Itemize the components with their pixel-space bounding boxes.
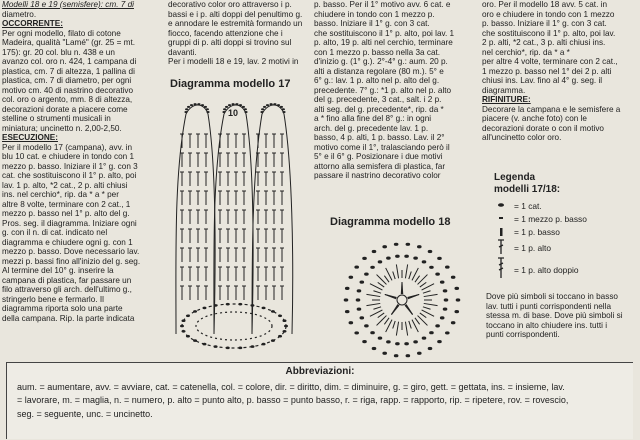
chain-mark (372, 250, 376, 252)
chain-mark (378, 261, 382, 263)
legend-item-chain (486, 200, 636, 213)
legend-item-treble-crochet (486, 257, 636, 279)
chain-symbol-icon (492, 200, 510, 210)
stitch-mark (378, 282, 384, 287)
text-line: motivo come il 1°, tralasciando però il (314, 142, 450, 152)
diagram-17-title: Diagramma modello 17 (170, 78, 291, 90)
text-line: passare il nastrino decorativo color (314, 171, 441, 180)
chain-mark (345, 287, 349, 289)
abbreviations-line: = lavorare, m. = maglia, n. = numero, p. alto = punto alto, p. basso = punto basso, r. = riga, rapp. = rapporto, rip. = ripetere, rov. = rovescio, (17, 395, 569, 405)
chain-mark (371, 332, 375, 334)
stitch-mark (409, 271, 411, 279)
chain-mark (282, 111, 285, 113)
text-line: miniatura; uncinetto n. 2,00-2,50. (2, 123, 122, 133)
text-line: oro. Per il modello 18 avv. 5 cat. in (482, 0, 607, 9)
text-line: e annodare le estremità formando un (168, 19, 303, 28)
text-line: Pros. seg. il diagramma. Iniziare ogni (2, 218, 137, 228)
text-line: blu 10 cat. e chiudere in tondo con 1 (2, 152, 135, 161)
legend-item-label: = 1 cat. (514, 201, 542, 211)
chain-mark (349, 322, 353, 324)
text-line: arch. del g. precedente lav. 1 p. (314, 123, 429, 133)
round-number-label: 10 (228, 108, 239, 118)
text-line: p. basso. Per il 1° motivo avv. 6 cat. e (314, 0, 451, 9)
instructions-column-1 (2, 0, 157, 323)
text-line: Dove più simboli si toccano in basso (486, 292, 618, 301)
text-line: Madeira, qualità "Lamé" (gr. 25 = mt. (2, 38, 136, 47)
section-heading-rifiniture: RIFINITURE: (482, 95, 531, 104)
abbreviations-title: Abbreviazioni: (285, 366, 355, 377)
chain-mark (222, 111, 225, 113)
stitch-mark (373, 291, 381, 293)
chain-mark (446, 332, 450, 334)
text-line: che sostituiscono il 1° p. alto, poi lav. (482, 28, 616, 38)
chain-mark (206, 108, 209, 110)
chain-mark (360, 317, 364, 319)
text-line: mezzo p. basso. Dove necessario lav. (2, 247, 140, 256)
chain-mark (282, 108, 285, 110)
chain-mark (235, 103, 238, 105)
text-line: p. basso. Iniziare il 1° g. con 3 cat. (482, 19, 607, 28)
diagram-17 (168, 94, 308, 356)
chain-mark (455, 287, 459, 289)
stitch-mark (366, 294, 380, 296)
chain-mark (269, 103, 272, 105)
legend-item-label: = 1 p. alto (514, 243, 552, 253)
chain-mark (223, 108, 226, 110)
legend-item-single-crochet (486, 226, 636, 239)
text-line: 5° e il 6° g. Posizionare i due motivi (314, 152, 443, 161)
chain-mark (197, 103, 200, 105)
text-line: basso, 4 p. alti, 1 p. basso. Lav. il 2° (314, 133, 445, 142)
text-line: Per i modelli 18 e 19, lav. 2 motivi in (168, 57, 299, 66)
text-line: punti corrispondenti. (486, 330, 560, 339)
chain-mark (365, 273, 369, 275)
section-heading-occorrente: OCCORRENTE: (2, 19, 63, 28)
chain-mark (405, 255, 409, 257)
chain-mark (418, 352, 422, 354)
ring-mark (397, 295, 407, 305)
chain-mark (387, 341, 391, 343)
chain-mark (428, 250, 432, 252)
text-line: mezzi p. bassi fino all'inizio del g. seg. (2, 256, 141, 266)
text-line: lav. tutti i punti corrispondenti nella (486, 301, 612, 311)
chain-mark (440, 317, 444, 319)
chain-mark (263, 106, 266, 108)
chain-mark (418, 246, 422, 248)
chain-mark (360, 281, 364, 283)
text-line: precedente. 7° g.: *1 p. alto nel p. alto (314, 85, 452, 95)
stitch-mark (415, 276, 420, 282)
chain-mark (443, 290, 447, 292)
stitch-mark (384, 318, 389, 324)
treble-crochet-symbol-icon (492, 257, 510, 279)
text-line: 2 p. alti, *2 cat., 3 p. alti chiusi ins. (482, 38, 606, 47)
text-line: diametro. (2, 9, 37, 19)
text-line: bassi e i p. alti doppi del penultimo g. (168, 9, 303, 19)
stitch-mark (415, 318, 420, 324)
text-line: filo attraverso gli arch. dell'ultimo g., (2, 285, 132, 294)
chain-mark (231, 103, 234, 105)
stitch-mark (391, 304, 397, 314)
chain-mark (344, 299, 348, 301)
chain-mark (345, 311, 349, 313)
text-line: col. oro o argento, mm. 8 di altezza, (2, 95, 133, 104)
text-line: lav. 1 p. alto, *2 cat., 2 p. alti chiusi (2, 180, 128, 190)
instructions-column-2 (168, 0, 308, 67)
double-crochet-symbol-icon (492, 239, 510, 255)
text-line: stelline o strumenti musicali in (2, 114, 111, 123)
stitch-mark (393, 271, 395, 279)
text-line: Decorare la campana e le semisfere a (482, 104, 621, 114)
legend-item-label: = 1 p. alto doppio (514, 265, 579, 275)
legend-title: Legenda (494, 172, 536, 183)
chain-mark (414, 257, 418, 259)
chain-mark (206, 111, 209, 113)
chain-mark (363, 341, 367, 343)
stitch-mark (378, 313, 384, 318)
text-line: all'uncinetto color oro. (482, 133, 562, 142)
chain-mark (363, 257, 367, 259)
legend-item-label: = 1 mezzo p. basso (514, 214, 587, 224)
chain-mark (228, 104, 231, 106)
text-line: Al termine del 10° g. inserire la (2, 266, 114, 275)
text-line: altre 8 volte, terminare con 2 cat., 1 (2, 199, 131, 209)
stitch-mark (384, 276, 389, 282)
text-line: mezzo p. basso. Iniziare il 1° g. con 3 (2, 161, 138, 171)
text-line: stringerlo bene e fermarlo. Il (2, 294, 104, 304)
chain-mark (239, 104, 242, 106)
text-line: d'inizio g. (1° g.). 2°-4° g.: aum. 20 p. (314, 57, 448, 66)
stitch-mark (405, 305, 413, 314)
chain-mark (184, 111, 187, 113)
chain-mark (430, 266, 434, 268)
chain-mark (438, 341, 442, 343)
diagram-18-title: Diagramma modello 18 (330, 216, 451, 228)
chain-mark (201, 104, 204, 106)
text-line: della campana. Rip. la parte indicata (2, 313, 135, 323)
stitch-mark (409, 321, 411, 329)
text-line: per altre 4 volte, terminare con 2 cat., (482, 57, 618, 66)
chain-mark (357, 308, 361, 310)
stitch-mark (405, 322, 407, 336)
chain-mark (378, 337, 382, 339)
text-line: basso. Iniziare il 1° g. con 3 cat. (314, 19, 430, 28)
text-line: Modelli 18 e 19 (semisfere): cm. 7 di (2, 0, 134, 9)
stitch-mark (420, 313, 426, 318)
stitch-mark (393, 321, 395, 329)
text-line: diagramma. (482, 85, 526, 95)
chain-mark (280, 106, 283, 108)
text-line: del g. precedente, 3 cat., salt. i 2 p. (314, 95, 442, 104)
chain-mark (365, 325, 369, 327)
instructions-column-3 (314, 0, 476, 181)
single-crochet-symbol-icon (492, 226, 510, 238)
legend-note (486, 292, 636, 340)
chain-mark (422, 337, 426, 339)
chain-mark (451, 276, 455, 278)
stitch-mark (420, 282, 426, 287)
text-line: toccano in alto chiudere ins. tutti i (486, 320, 608, 330)
chain-mark (187, 106, 190, 108)
text-line: piacere (v. anche foto) con le (482, 114, 587, 123)
text-line: 175): gr. 20 col. blu n. 438 e un (2, 47, 115, 57)
chain-mark (193, 103, 196, 105)
chain-mark (396, 343, 400, 345)
stitch-mark (396, 264, 398, 278)
chain-mark (428, 347, 432, 349)
text-line: con 1 mezzo p. basso nella 3a cat. (314, 47, 441, 57)
stitch-mark (424, 294, 438, 296)
text-line: davanti. (168, 47, 197, 57)
chain-mark (405, 343, 409, 345)
chain-mark (357, 290, 361, 292)
text-line: a * fino alla fine del 8° g.: in ogni (314, 114, 432, 123)
chain-mark (190, 104, 193, 106)
legend-subtitle: modelli 17/18: (494, 184, 561, 195)
chain-mark (422, 261, 426, 263)
chain-mark (406, 355, 410, 357)
chain-mark (436, 325, 440, 327)
stitch-mark (373, 307, 381, 309)
text-line: cat. che sostituiscono il 1° p. alto, poi (2, 171, 137, 180)
text-line: 6° g.: lav. 1 p. alto nel p. alto del g. (314, 76, 440, 85)
text-line: p. alto, 19 p. alti nel cerchio, terminare (314, 38, 453, 47)
chain-mark (356, 299, 360, 301)
chain-mark (451, 322, 455, 324)
chain-mark (372, 347, 376, 349)
chain-mark (394, 243, 398, 245)
stitch-mark (423, 291, 431, 293)
text-line: che sostituiscono il 1° p. alto, poi lav. 1 (314, 28, 455, 38)
chain-mark (456, 299, 460, 301)
chain-mark (414, 341, 418, 343)
chain-mark (371, 266, 375, 268)
chain-mark (446, 266, 450, 268)
text-line: attorno alla semisfera di plastica, far (314, 161, 446, 171)
text-line: Per ogni modello, filato di cotone (2, 28, 121, 38)
text-line: campana di plastica, far passare un (2, 275, 132, 285)
chain-mark (242, 106, 245, 108)
chain-mark (383, 246, 387, 248)
text-line: decorazioni dorate a piacere come (2, 104, 128, 114)
stitch-mark (424, 303, 438, 305)
text-line: alti a distanza regolare (80 m.). 5° e (314, 66, 444, 76)
text-line: alti seg. del g. precedente*, rip. da * (314, 104, 444, 114)
text-line: oro e chiudere in tondo con 1 mezzo (482, 9, 615, 19)
chain-mark (436, 273, 440, 275)
legend-item-label: = 1 p. basso (514, 227, 560, 237)
text-line: motivo cm. 40 di nastrino decorativo (2, 85, 134, 95)
legend-item-slip-stitch (486, 213, 636, 226)
chain-mark (387, 257, 391, 259)
chain-mark (455, 311, 459, 313)
text-line: gruppi di p. alti doppi si trovino sul (168, 38, 292, 47)
slip-stitch-symbol-icon (492, 213, 510, 223)
chain-mark (444, 299, 448, 301)
text-line: diagramma riporta solo una parte (2, 304, 123, 313)
chain-mark (438, 257, 442, 259)
chain-mark (383, 352, 387, 354)
chain-mark (443, 308, 447, 310)
text-line: decorazioni dorate o con il motivo (482, 123, 604, 133)
chain-mark (349, 276, 353, 278)
chain-mark (355, 266, 359, 268)
text-line: g. con il n. di cat. indicato nel (2, 228, 108, 237)
chain-mark (204, 106, 207, 108)
text-line: nel cerchio*, rip. da * a * (482, 47, 570, 57)
text-line: stessa m. di base. Dove più simboli si (486, 311, 623, 320)
text-line: fiocco, facendo attenzione che i (168, 28, 283, 38)
text-line: plastica, cm. 7 di diametro, per ogni (2, 76, 132, 85)
legend-item-double-crochet (486, 239, 636, 257)
diagram-18 (330, 230, 480, 362)
abbreviations-box (6, 362, 633, 439)
legend (486, 172, 636, 279)
chain-mark (266, 104, 269, 106)
section-heading-esecuzione: ESECUZIONE: (2, 133, 58, 142)
text-line: Per il modello 17 (campana), avv. in (2, 142, 132, 152)
text-line: decorativo color oro attraverso i p. (168, 0, 292, 9)
text-line: plastica, cm. 7 di altezza, 1 pallina di (2, 66, 135, 76)
chain-mark (406, 243, 410, 245)
text-line: chiudere in tondo con 1 mezzo p. (314, 9, 435, 19)
abbreviations-line: seg. = seguente, unc. = uncinetto. (17, 408, 153, 419)
stitch-mark (405, 264, 407, 278)
chain-mark (261, 108, 264, 110)
stitch-mark (366, 303, 380, 305)
text-line: avanzo col. oro n. 424, 1 campana di (2, 57, 137, 66)
text-line: ins. nel cerchio*, rip. da * a * per (2, 190, 119, 199)
instructions-column-4 (482, 0, 638, 143)
chain-mark (355, 332, 359, 334)
chain-mark (394, 355, 398, 357)
chain-mark (244, 111, 247, 113)
text-line: diagramma e chiudere ogni g. con 1 (2, 237, 133, 247)
chain-mark (396, 255, 400, 257)
text-line: 1 mezzo p. basso nel 1° dei 2 p. alti (482, 66, 612, 76)
text-line: chiusi ins. Lav. fino al 4° g. seg. il (482, 76, 603, 85)
chain-mark (260, 111, 263, 113)
chain-mark (244, 108, 247, 110)
stitch-mark (396, 322, 398, 336)
chain-mark (277, 104, 280, 106)
chain-mark (430, 332, 434, 334)
chain-mark (185, 108, 188, 110)
abbreviations-line: aum. = aumentare, avv. = avviare, cat. = catenella, col. = colore, dir. = diritto, dim. = diminuire, g. = giro, gett. = gettata, ins. = insieme, lav. (17, 381, 565, 392)
text-line: mezzo p. basso nel 1° p. alto del g. (2, 209, 130, 218)
stitch-mark (423, 307, 431, 309)
chain-mark (273, 103, 276, 105)
chain-mark (440, 281, 444, 283)
